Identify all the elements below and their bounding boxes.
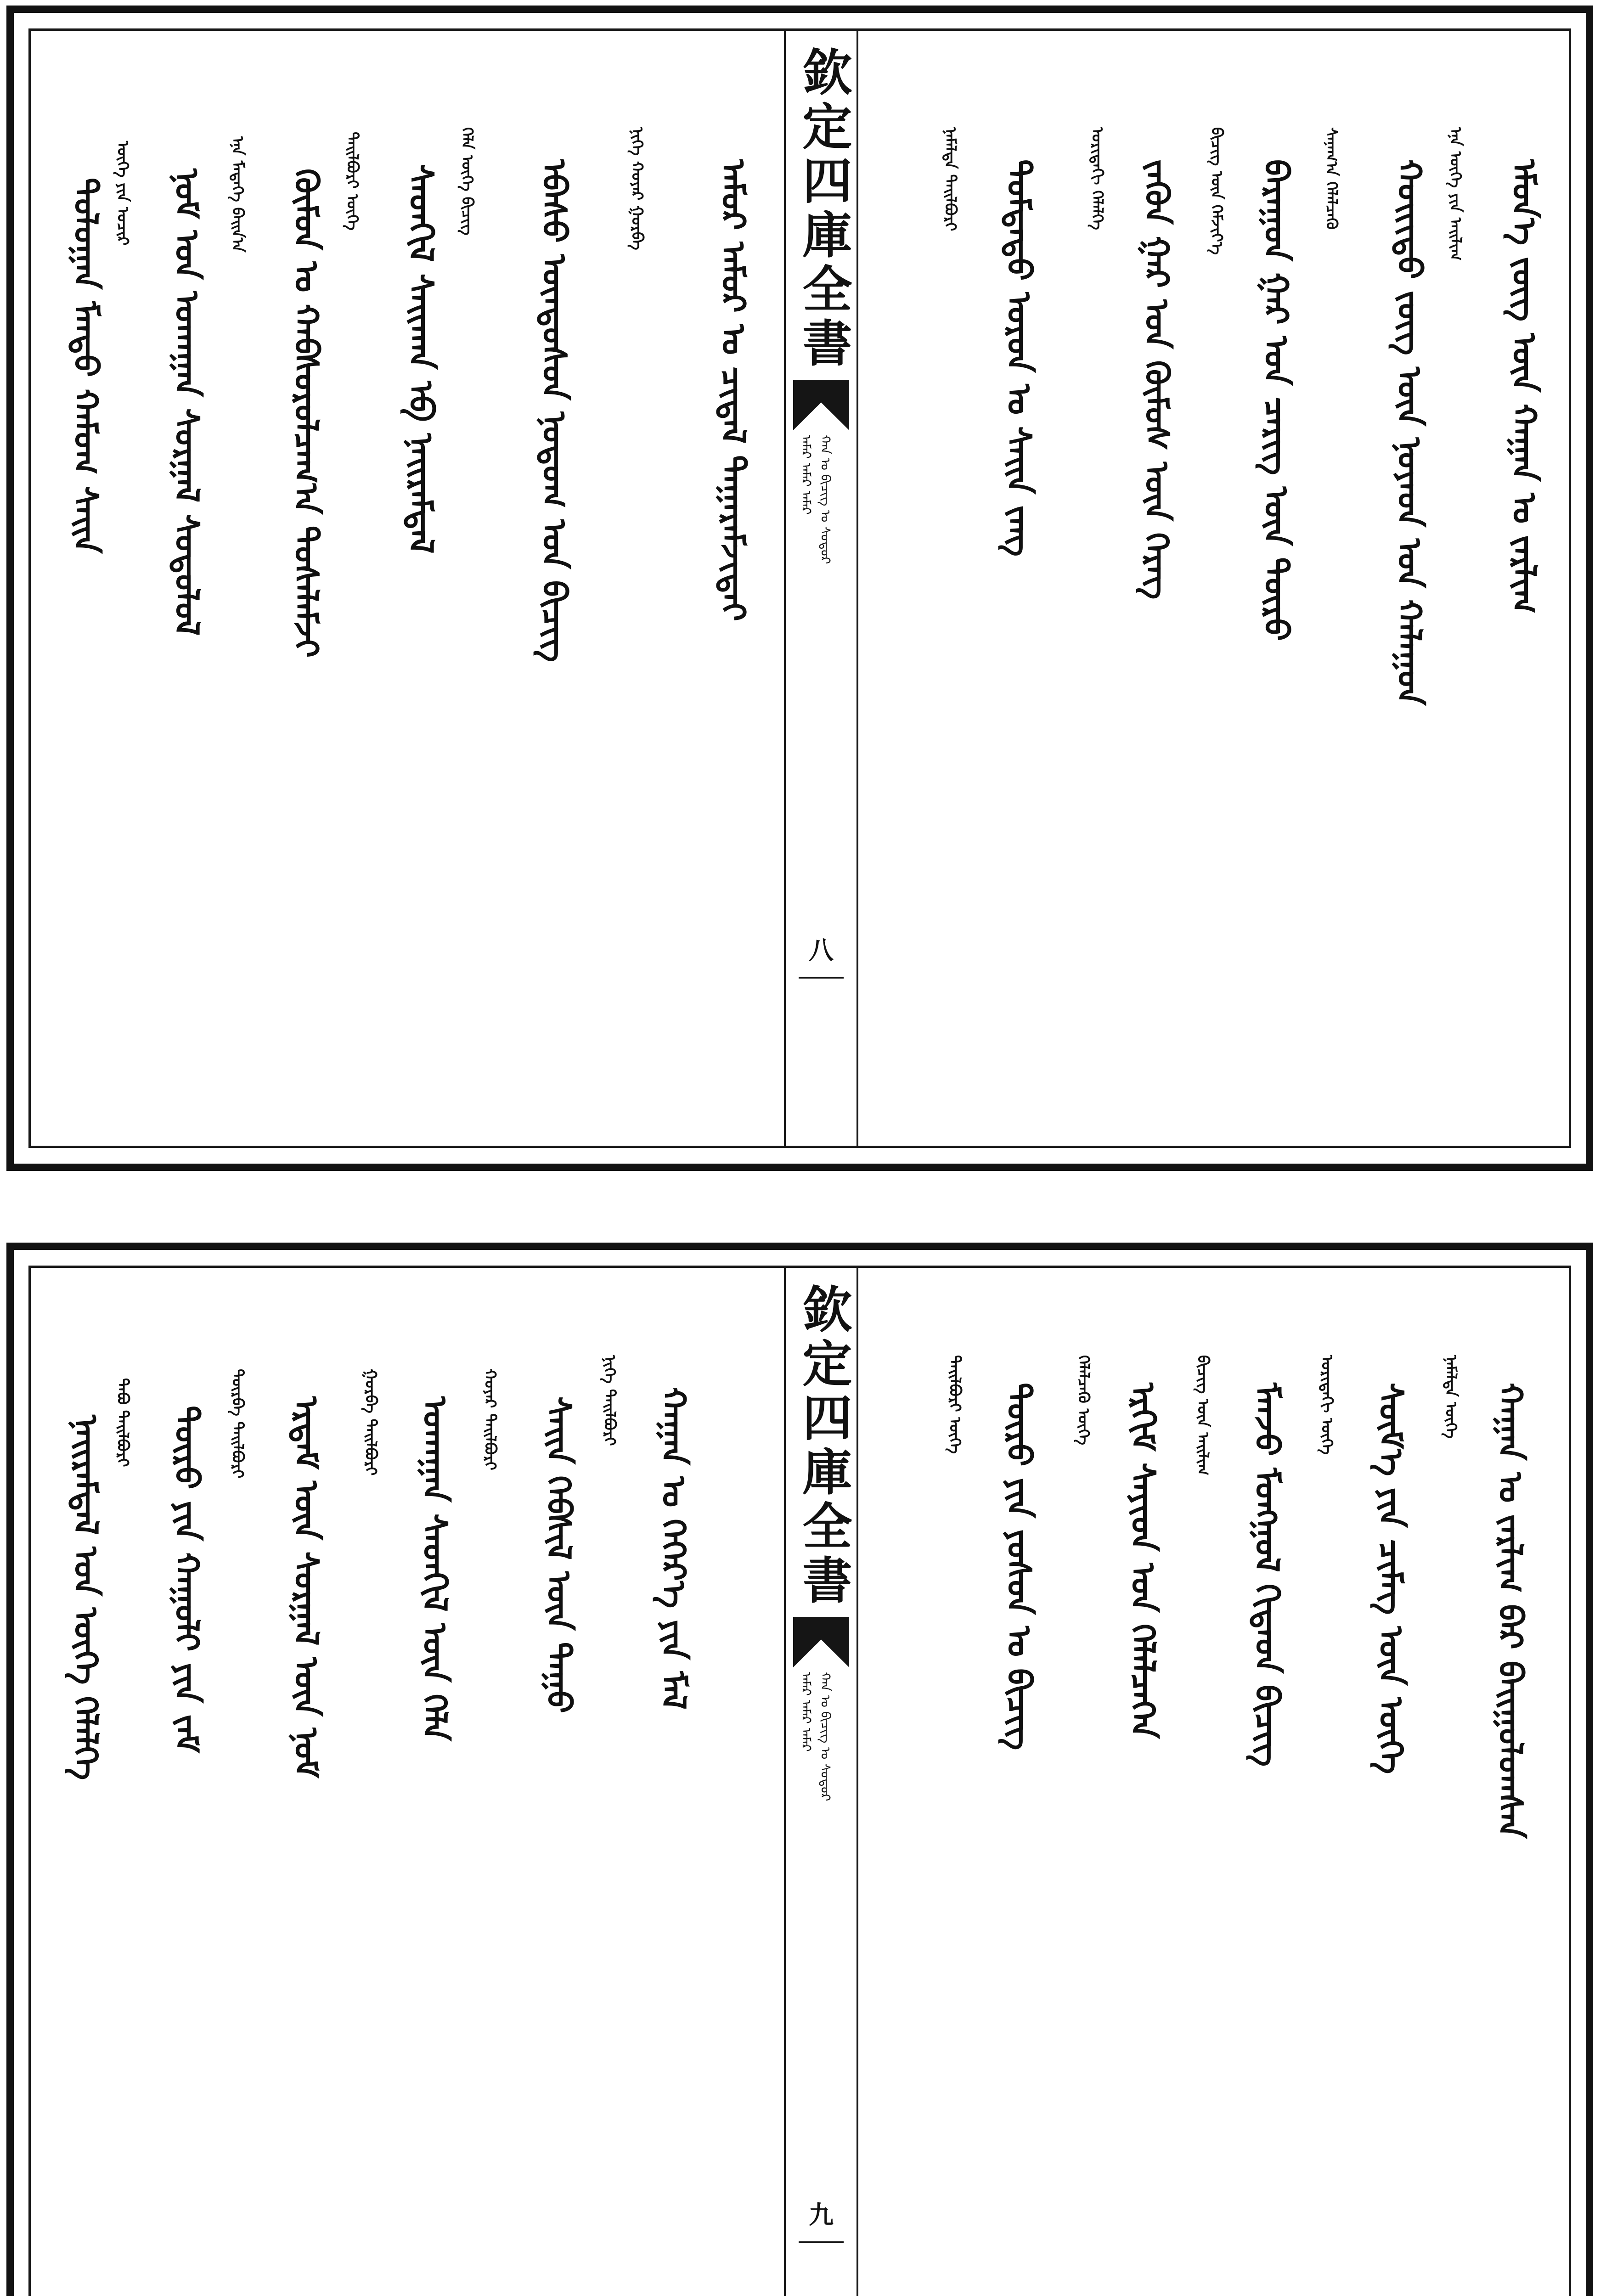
left-note-column: ᠳᠥᠷᠪᠡ ᠲᠠᠢᠯᠪᠤᠷᠢ xyxy=(228,1369,247,1479)
spine-detail-line: ᠬᠠᠨ ᠤ ᠪᠢᠴᠢᠭ ᠤ ᠰᠤᠳᠤᠷ xyxy=(818,1672,833,1801)
right-text-panel xyxy=(858,1268,1569,2296)
outer-frame xyxy=(6,6,1593,1171)
left-main-column: ᠰᠡᠳᠭᠢᠯ ᠰᠠᠢᠬᠠᠨ ᠡᠪ ᠨᠠᠢᠷᠠᠮᠳᠠᠯ xyxy=(402,164,440,554)
right-main-column: ᠰᠦᠮ᠎ᠡ ᠶᠢᠨ ᠴᠢᠮᠡᠭ ᠦᠨ ᠦᠭᠡ xyxy=(1372,1383,1410,1774)
right-note-column: ᠬᠡᠯᠡᠯᠴᠡᠬᠦ ᠦᠭᠡ xyxy=(1074,1355,1093,1445)
spine-mongol-line: ᠠᠮᠠᠷ ᠠᠮᠠᠷ ᠠᠮᠠᠷ xyxy=(799,435,814,515)
left-main-column: ᠤᠬᠠᠭᠠᠨ ᠰᠡᠳᠬᠢᠯ ᠦᠨ ᠬᠡᠯᠡ xyxy=(416,1396,454,1741)
left-text-panel xyxy=(31,31,784,1146)
spine-divider xyxy=(799,2241,844,2243)
spine-divider xyxy=(799,977,844,979)
right-main-column: ᠲᠥᠷᠥ ᠶᠢᠨ ᠶᠣᠰᠤᠨ ᠤ ᠪᠢᠴᠢᠭ xyxy=(1000,1383,1038,1750)
right-main-column: ᠮᠠᠨᠵᠤ ᠮᠣᠩᠭᠤᠯ ᠬᠢᠲᠠᠳ ᠪᠢᠴᠢᠭ xyxy=(1248,1383,1286,1767)
left-main-column: ᠠᠮᠤᠷ ᠠᠮᠤᠷ ᠤ ᠴᠢᠳᠠᠯ ᠲᠠᠭᠠᠷᠠᠮᠵᠢᠲᠠᠢ xyxy=(714,159,753,621)
spine-mongol-line: ᠠᠮᠠᠷ ᠠᠮᠠᠷ ᠠᠮᠠᠷ xyxy=(799,1672,814,1752)
right-note-column: ᠪᠢᠴᠢᠭ ᠦᠨ ᠠᠢᠯᠢᠭ xyxy=(1194,1355,1212,1476)
right-main-column: ᠡᠷᠬᠢᠮ ᠰᠠᠶᠢᠳ ᠤᠨ ᠬᠡᠯᠡᠯᠴᠡᠭᠡᠨ xyxy=(1124,1383,1162,1739)
left-main-column: ᠡᠪᠡᠰᠦ ᠦᠨᠳᠦᠰᠦᠨ ᠨᠤᠲᠤᠭ ᠤᠨ ᠪᠢᠴᠢᠭ xyxy=(535,159,574,663)
left-main-column: ᠳᠣᠯᠤᠭᠠᠨ ᠮᠡᠨᠳᠦ ᠬᠠᠮᠤᠭ ᠰᠠᠢᠨ xyxy=(67,178,105,554)
bottom-page-spread xyxy=(0,1221,1606,2296)
right-note-column: ᠪᠢᠴᠢᠭ ᠦᠨ ᠬᠡᠮᠵᠢᠶ᠎ᠡ xyxy=(1207,127,1226,255)
spine-page-number: 八 xyxy=(809,935,834,965)
right-note-column: ᠤᠷᠢᠳᠠᠬᠢ ᠦᠭᠡ xyxy=(1318,1355,1336,1455)
center-spine xyxy=(784,1268,858,2296)
left-main-column: ᠬᠠᠭᠠᠨ ᠤ ᠬᠡᠭᠡᠷ᠎ᠡ ᠶᠢᠨ ᠮᠠᠯ xyxy=(654,1387,693,1710)
right-main-column: ᠡᠮᠦᠨ᠎ᠡ ᠵᠦᠭ ᠦᠨ ᠬᠠᠭᠠᠨ ᠤ ᠵᠠᠷᠯᠢᠭ xyxy=(1505,159,1544,614)
right-note-column: ᠨᠡᠮᠡᠯᠲᠡ ᠲᠠᠢᠯᠪᠤᠷᠢ xyxy=(941,127,959,231)
left-main-column: ᠰᠠᠢᠨ ᠬᠡᠪᠰᠢᠯ ᠦᠨ ᠳᠠᠭᠤ xyxy=(540,1396,578,1714)
left-main-column: ᠲᠦᠷᠦ ᠶᠢᠨ ᠬᠠᠭᠤᠯᠢ ᠶᠢᠨ ᠵᠠᠮ xyxy=(168,1406,206,1753)
spine-title: 欽定四庫全書 xyxy=(794,46,852,371)
left-note-column: ᠨᠢᠭᠡ ᠬᠣᠶᠠᠷ ᠭᠤᠷᠪᠠ xyxy=(628,127,646,250)
fishtail-mark xyxy=(793,380,849,430)
right-main-column: ᠵᠡᠭᠦᠨ ᠭᠠᠷ ᠤᠨ ᠬᠦᠮᠦᠰ ᠦᠨ ᠬᠡᠷᠡᠭ xyxy=(1138,159,1176,600)
right-main-column: ᠬᠠᠭᠠᠨ ᠤ ᠵᠠᠷᠯᠢᠭ ᠪᠠᠷ ᠪᠠᠢᠭᠤᠯᠤᠭᠰᠠᠨ xyxy=(1491,1383,1530,1839)
left-note-column: ᠬᠣᠶᠠᠷ ᠲᠠᠢᠯᠪᠤᠷᠢ xyxy=(481,1369,499,1470)
left-note-column: ᠨᠢᠭᠡ ᠲᠠᠢᠯᠪᠤᠷᠢ xyxy=(600,1355,619,1446)
right-text-panel xyxy=(858,31,1569,1146)
right-main-column: ᠪᠠᠷᠠᠭᠤᠨ ᠭᠠᠷ ᠤᠨ ᠴᠡᠷᠢᠭ ᠦᠨ ᠲᠥᠷᠦ xyxy=(1257,159,1296,641)
right-note-column: ᠤᠷᠢᠳᠠᠬᠢ ᠬᠡᠯᠡᠯᠭᠡ xyxy=(1088,127,1106,230)
inner-frame xyxy=(28,28,1571,1148)
left-main-column: ᠬᠦᠮᠦᠨ ᠤ ᠬᠠᠪᠰᠤᠷᠤᠯᠴᠠᠭ᠎ᠠ ᠲᠤᠰᠠᠯᠠᠮᠵᠢ xyxy=(287,169,326,658)
fishtail-mark xyxy=(793,1617,849,1667)
right-note-column: ᠲᠠᠢᠯᠪᠤᠷᠢ ᠦᠭᠡ xyxy=(946,1355,964,1454)
center-spine xyxy=(784,31,858,1146)
left-note-column: ᠲᠠᠪᠤ ᠲᠠᠢᠯᠪᠤᠷᠢ xyxy=(113,1378,132,1467)
spine-title: 欽定四庫全書 xyxy=(794,1283,852,1609)
spine-page-number: 九 xyxy=(809,2200,834,2229)
left-note-column: ᠬᠡᠯᠡ ᠦᠭᠡ ᠪᠢᠴᠢᠭ xyxy=(458,127,476,236)
left-main-column: ᠨᠣᠮ ᠤᠨ ᠤᠬᠠᠭᠠᠨ ᠰᠤᠷᠭᠠᠯ ᠰᠤᠳᠤᠯᠤᠯ xyxy=(168,169,206,636)
inner-frame xyxy=(28,1266,1571,2296)
right-note-column: ᠨᠡᠮᠡᠯᠲᠡ ᠦᠭᠡ xyxy=(1442,1355,1460,1439)
left-note-column: ᠭᠤᠷᠪᠠ ᠲᠠᠢᠯᠪᠤᠷᠢ xyxy=(361,1369,380,1476)
right-main-column: ᠳᠤᠮᠳᠠᠳᠤ ᠣᠷᠣᠨ ᠤ ᠰᠠᠢᠨ ᠵᠠᠩ xyxy=(1000,159,1038,557)
right-note-column: ᠰᠠᠨᠠᠭ᠎ᠠ ᠬᠡᠯᠡᠯᠴᠡᠬᠦ xyxy=(1322,127,1341,230)
left-note-column: ᠡᠨᠡ ᠮᠡᠳᠡᠭᠡ ᠪᠠᠢᠨ᠎ᠠ xyxy=(228,136,247,253)
outer-frame xyxy=(6,1243,1593,2296)
left-main-column: ᠨᠠᠢᠷᠠᠮᠳᠠᠯ ᠤᠨ ᠦᠭᠡ ᠬᠡᠯᠡᠯᠭᠡ xyxy=(67,1415,105,1780)
left-note-column: ᠦᠭᠡ ᠶᠢᠨ ᠤᠴᠢᠷ xyxy=(113,141,132,246)
right-note-column: ᠡᠨᠡ ᠦᠭᠡ ᠶᠢᠨ ᠠᠢᠯᠢᠭ xyxy=(1446,127,1465,261)
left-main-column: ᠡᠷᠳᠡᠮ ᠦᠨ ᠰᠤᠷᠭᠠᠯ ᠦᠨ ᠨᠣᠮ xyxy=(287,1396,326,1778)
right-main-column: ᠬᠣᠢᠢᠲᠤ ᠵᠦᠭ ᠦᠨ ᠨᠣᠶᠠᠳ ᠤᠨ ᠬᠠᠯᠠᠭᠤᠨ xyxy=(1390,159,1429,706)
left-text-panel xyxy=(31,1268,784,2296)
spine-detail-line: ᠬᠠᠨ ᠤ ᠪᠢᠴᠢᠭ ᠤ ᠰᠤᠳᠤᠷ xyxy=(818,435,833,564)
left-note-column: ᠲᠠᠢᠯᠪᠤᠷᠢ ᠦᠭᠡ xyxy=(343,132,361,231)
